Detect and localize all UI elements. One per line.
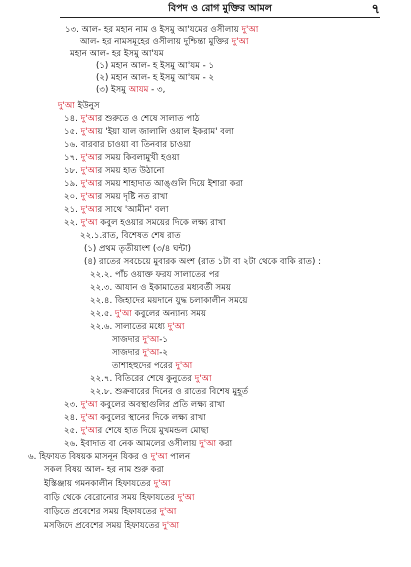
highlighted-term: দু'আ: [80, 166, 98, 176]
content-line: [112, 334, 168, 346]
line-text: ২০.: [64, 192, 81, 202]
line-text: (১) মহান আল- হ ইসমু আ'যম - ১: [96, 61, 215, 71]
line-text: -১: [159, 335, 168, 345]
content-line: [64, 113, 199, 125]
content-line: [84, 256, 321, 268]
line-text: ২২.১.রাত, বিশেষত শেষ রাত: [80, 231, 181, 241]
content-line: [90, 386, 248, 398]
highlighted-term: দু'আ: [114, 309, 132, 319]
highlighted-term: দু'আ: [194, 374, 212, 384]
line-text: আল- হর নামসমূহের ওসীলায় দুশ্চিন্তা মুক্তির: [80, 37, 232, 47]
content-line: [90, 373, 212, 385]
highlighted-term: দু'আ: [241, 25, 259, 35]
content-line: [96, 84, 165, 96]
line-text: ১৭.: [64, 153, 81, 163]
line-text: ২২.৫.: [90, 309, 115, 319]
line-text: ২৫.: [64, 426, 81, 436]
line-text: ২২.৪. জিহাদের ময়দানে যুদ্ধ চলাকালীন সময়ে: [90, 296, 248, 306]
line-text: ১৬. বারবার চাওয়া বা তিনবার চাওয়া: [64, 140, 191, 150]
line-text: সাজদার: [112, 348, 143, 358]
highlighted-term: দু'আ: [231, 37, 249, 47]
content-line: [28, 451, 190, 463]
line-text: কবুলের স্থানের দিকে লক্ষ্য রাখা: [97, 413, 206, 423]
highlighted-term: দু'আ: [80, 192, 98, 202]
line-text: ১৫.: [64, 127, 81, 137]
line-text: (৪) রাতের সবচেয়ে মুবারক অংশ (রাত ১টা বা ২টা থেকে বাকি রাত) :: [84, 257, 321, 267]
line-text: - ৩,: [148, 85, 166, 95]
line-text: ২১.: [64, 205, 81, 215]
line-text: মসজিদে প্রবেশের সময় হিফাযতের: [44, 521, 163, 531]
highlighted-term: আযম: [128, 85, 149, 95]
line-text: কবুলের অবস্থাগুলির প্রতি লক্ষ্য রাখা: [97, 400, 225, 410]
highlighted-term: দু'আ: [80, 127, 98, 137]
content-line: [64, 438, 232, 450]
line-text: র সময় দৃষ্টি নত রাখা: [97, 192, 168, 202]
content-line: [80, 230, 181, 242]
line-text: তাশাহহুদের পরের: [112, 361, 176, 371]
line-text: ১৪.: [64, 114, 81, 124]
content-line: [96, 72, 214, 84]
content-line: [96, 60, 214, 72]
highlighted-term: দু'আ: [80, 205, 98, 215]
highlighted-term: দু'আ: [159, 507, 177, 517]
highlighted-term: দু'আ: [162, 521, 180, 531]
line-text: ২২.৭. বিতিরের শেষে কুনুতের: [90, 374, 195, 384]
line-text: মহান আল- হর ইসমু আ'যম: [70, 49, 164, 59]
line-text: ২২.৬. সালাতের মধ্যে: [90, 322, 168, 332]
content-line: [44, 464, 164, 476]
highlighted-term: দু'আ: [153, 479, 171, 489]
content-line: [64, 191, 168, 203]
highlighted-term: দু'আ: [167, 322, 185, 332]
highlighted-term: দু'আ: [199, 439, 217, 449]
line-text: সাজদার: [112, 335, 143, 345]
content-line: [90, 295, 247, 307]
highlighted-term: দু'আ: [58, 101, 75, 111]
content-line: [65, 24, 258, 36]
page-title: বিপদ ও রোগ মুক্তির আমল: [168, 3, 272, 14]
content-line: [44, 478, 170, 490]
highlighted-term: দু'আ: [80, 400, 98, 410]
content-line: [44, 520, 179, 532]
content-line: [90, 308, 206, 320]
line-text: ২২.২. পাঁচ ওয়াক্ত ফরয সালাতের পর: [90, 270, 220, 280]
line-text: ইউনুস: [74, 101, 100, 111]
content-line: [64, 204, 168, 216]
line-text: ১৮.: [64, 166, 81, 176]
content-line: [112, 347, 168, 359]
line-text: ২৩.: [64, 400, 81, 410]
line-text: ৬. হিফাযত বিষয়ক মাসনূন যিকর ও: [28, 452, 151, 462]
highlighted-term: দু'আ: [80, 426, 98, 436]
content-line: [90, 282, 231, 294]
content-line: [64, 425, 209, 437]
highlighted-term: দু'আ: [150, 452, 168, 462]
content-line: [64, 178, 243, 190]
content-line: [80, 36, 249, 48]
line-text: ১৩. আল- হর মহান নাম ও ইসমু আ'যমের ওসীলায়: [65, 25, 242, 35]
line-text: য় 'ইয়া যাল জালালি ওয়াল ইকরাম' বলা: [97, 127, 234, 137]
highlighted-term: দু'আ: [80, 179, 98, 189]
line-text: ২৬. ইবাদাত বা নেক আমলের ওসীলায়: [64, 439, 200, 449]
line-text: ২২.: [64, 218, 81, 228]
line-text: (৩) ইসমু: [96, 85, 129, 95]
line-text: র সাথে 'আমীন' বলা: [97, 205, 169, 215]
content-line: [84, 243, 191, 255]
line-text: ইস্তিঞ্জায় গমনকালীন হিফাযতের: [44, 479, 154, 489]
content-line: [64, 139, 191, 151]
line-text: বাড়িতে প্রবেশের সময় হিফাযতের: [44, 507, 160, 517]
line-text: ২২.৩. আযান ও ইকামাতের মধ্যবর্তী সময়: [90, 283, 231, 293]
highlighted-term: দু'আ: [80, 218, 98, 228]
content-line: [58, 100, 100, 112]
content-line: [90, 321, 185, 333]
line-text: বাড়ি থেকে বেরোনোর সময় হিফাযতের: [44, 493, 178, 503]
page-number: ৭: [371, 2, 380, 17]
line-text: সকল বিষয় আল- হর নাম শুরু করা: [44, 465, 164, 475]
highlighted-term: দু'আ: [175, 361, 193, 371]
content-line: [44, 506, 176, 518]
content-line: [90, 269, 219, 281]
highlighted-term: দু'আ: [80, 413, 98, 423]
content-line: [64, 165, 164, 177]
line-text: র শুরুতে ও শেষে সালাত পাঠ: [97, 114, 200, 124]
line-text: ২৪.: [64, 413, 81, 423]
line-text: (২) মহান আল- হ ইসমু আ'যম - ২: [96, 73, 215, 83]
line-text: ২২.৮. শুক্রবারের দিনের ও রাতের বিশেষ মুহূর্ত: [90, 387, 249, 397]
line-text: র সময় কিবলামুখী হওয়া: [97, 153, 180, 163]
content-line: [64, 126, 234, 138]
highlighted-term: দু'আ: [80, 153, 98, 163]
line-text: র সময় হাত উঠানো: [97, 166, 165, 176]
line-text: পালন: [167, 452, 191, 462]
line-text: ১৯.: [64, 179, 81, 189]
content-line: [64, 412, 206, 424]
line-text: করা: [216, 439, 233, 449]
page-header: [60, 2, 380, 18]
content-line: [70, 48, 164, 60]
highlighted-term: দু'আ: [80, 114, 98, 124]
line-text: র সময় শাহাদাত আঙ্গুলি দিয়ে ইশারা করা: [97, 179, 243, 189]
highlighted-term: দু'আ: [142, 335, 160, 345]
highlighted-term: দু'আ: [177, 493, 195, 503]
content-line: [112, 360, 192, 372]
highlighted-term: দু'আ: [142, 348, 160, 358]
line-text: -২: [159, 348, 168, 358]
content-line: [44, 492, 195, 504]
line-text: (১) প্রথম তৃতীয়াংশ (৩/৪ ঘন্টা): [84, 244, 191, 254]
line-text: র শেষে হাত দিয়ে মুখমন্ডল মোছা: [97, 426, 209, 436]
line-text: কবুলের অন্যান্য সময়: [131, 309, 207, 319]
content-line: [64, 217, 226, 229]
content-line: [64, 152, 179, 164]
content-line: [64, 399, 225, 411]
line-text: কবুল হওয়ার সময়ের দিকে লক্ষ্য রাখা: [97, 218, 226, 228]
